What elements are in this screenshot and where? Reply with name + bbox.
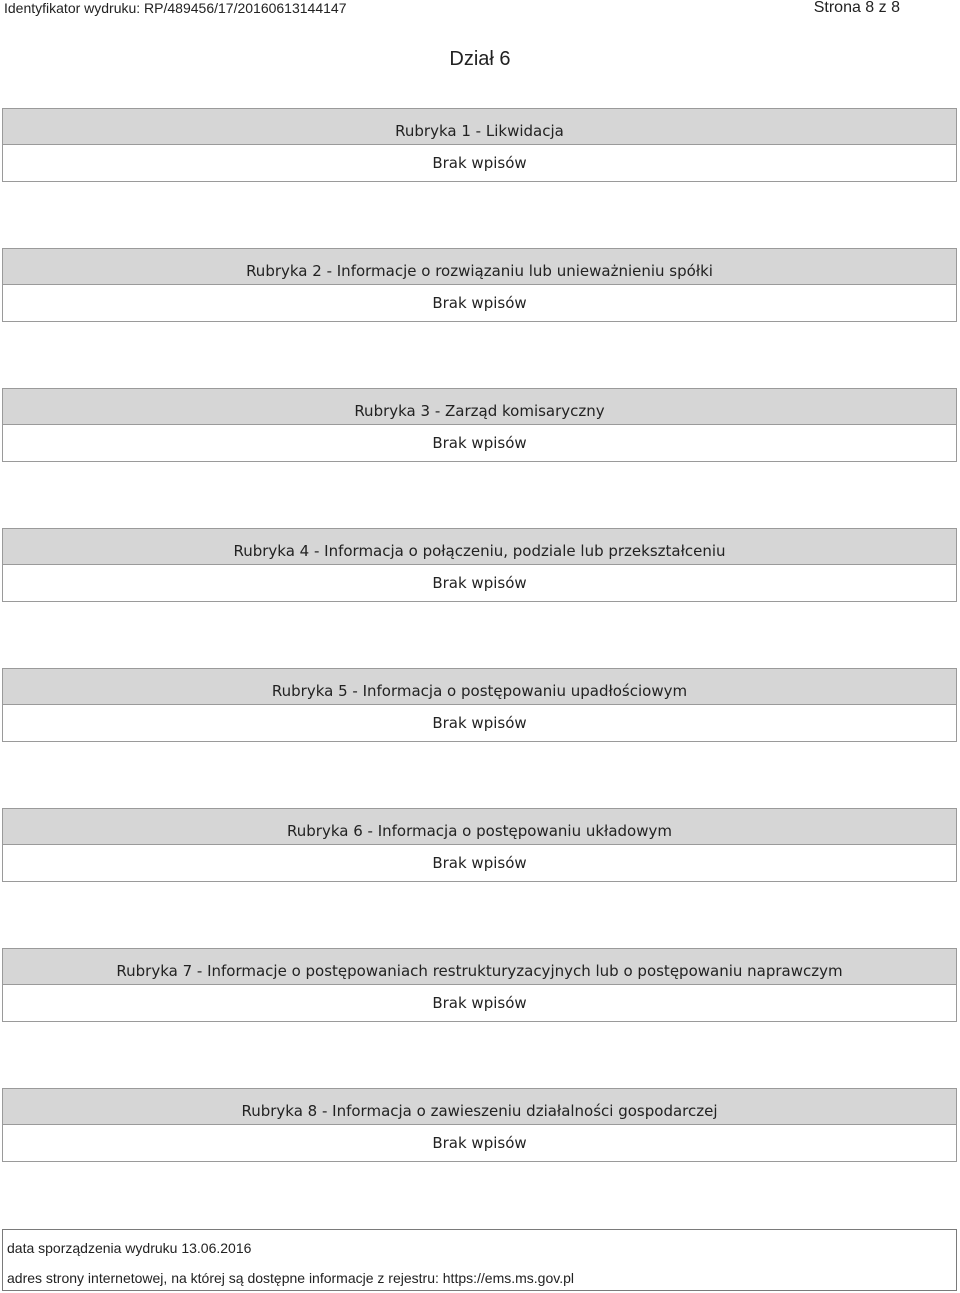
rubric-7 (2, 948, 957, 1022)
rubric-title: Rubryka 3 - Zarząd komisaryczny (3, 389, 956, 425)
print-date: data sporządzenia wydruku 13.06.2016 (7, 1240, 252, 1256)
rubric-title: Rubryka 2 - Informacje o rozwiązaniu lub unieważnieniu spółki (3, 249, 956, 285)
rubric-content: Brak wpisów (3, 285, 956, 321)
rubric-content: Brak wpisów (3, 705, 956, 741)
rubric-title: Rubryka 7 - Informacje o postępowaniach restrukturyzacyjnych lub o postępowaniu naprawczym (3, 949, 956, 985)
rubric-4 (2, 528, 957, 602)
page-number: Strona 8 z 8 (813, 0, 900, 16)
rubric-content: Brak wpisów (3, 845, 956, 881)
rubric-content: Brak wpisów (3, 425, 956, 461)
rubric-3 (2, 388, 957, 462)
rubric-6 (2, 808, 957, 882)
page-footer (2, 1229, 957, 1291)
rubric-content: Brak wpisów (3, 565, 956, 601)
rubric-title: Rubryka 6 - Informacja o postępowaniu układowym (3, 809, 956, 845)
page-header (0, 0, 960, 18)
rubric-title: Rubryka 5 - Informacja o postępowaniu upadłościowym (3, 669, 956, 705)
rubric-1 (2, 108, 957, 182)
print-identifier: Identyfikator wydruku: RP/489456/17/20160613144147 (4, 0, 347, 16)
rubric-content: Brak wpisów (3, 1125, 956, 1161)
rubric-title: Rubryka 8 - Informacja o zawieszeniu działalności gospodarczej (3, 1089, 956, 1125)
registry-website: adres strony internetowej, na której są dostępne informacje z rejestru: https://ems.ms.gov.pl (7, 1270, 574, 1286)
rubric-content: Brak wpisów (3, 145, 956, 181)
rubric-5 (2, 668, 957, 742)
section-title: Dział 6 (449, 48, 511, 70)
rubric-title: Rubryka 1 - Likwidacja (3, 109, 956, 145)
rubric-2 (2, 248, 957, 322)
rubric-title: Rubryka 4 - Informacja o połączeniu, podziale lub przekształceniu (3, 529, 956, 565)
rubric-content: Brak wpisów (3, 985, 956, 1021)
rubric-8 (2, 1088, 957, 1162)
